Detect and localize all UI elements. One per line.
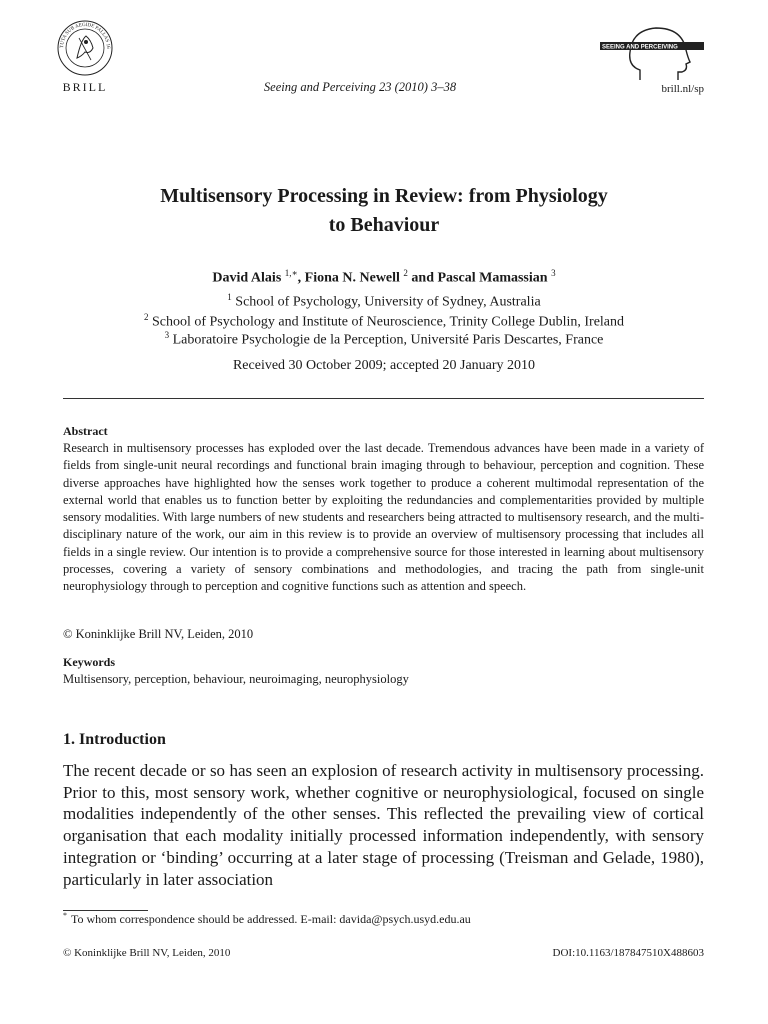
author-name: Pascal Mamassian bbox=[437, 270, 548, 286]
footer-copyright: © Koninklijke Brill NV, Leiden, 2010 bbox=[63, 947, 231, 959]
affiliation: $^2$ School of Psychology and Institute of Neuroscience, Trinity College Dublin, Ireland bbox=[143, 312, 625, 330]
paper-title bbox=[60, 182, 708, 240]
head-profile-icon bbox=[600, 22, 710, 82]
section-heading-introduction: 1. Introduction bbox=[63, 731, 166, 748]
introduction-text: The recent decade or so has seen an explosion of research activity in multisensory processing. Prior to this, most sensory work, whether cognitive or neurophysiological, focused on single modalities independently of the other senses. This reflected the prevailing view of cortical organisation that each modality initially processed information independently, with sensory integration or ‘binding’ occurring at a later stage of processing (Treisman and Gelade, 1980), particularly in later association bbox=[63, 761, 704, 889]
title-line-2: to Behaviour bbox=[328, 214, 440, 236]
footnote-marker: * bbox=[63, 911, 67, 920]
affiliation: $^1$ School of Psychology, University of Sydney, Australia bbox=[227, 292, 541, 310]
author-name: Fiona N. Newell bbox=[304, 270, 400, 286]
footnote bbox=[63, 911, 471, 927]
journal-logo-text: SEEING AND PERCEIVING bbox=[602, 44, 678, 51]
title-line-1: Multisensory Processing in Review: from Physiology bbox=[160, 185, 608, 207]
seal-text: TUTA SUB AEGIDE PALLAS 16 bbox=[59, 22, 111, 49]
abstract-copyright: © Koninklijke Brill NV, Leiden, 2010 bbox=[63, 627, 254, 641]
journal-logo bbox=[600, 22, 710, 82]
journal-citation: Seeing and Perceiving 23 (2010) 3–38 bbox=[263, 80, 457, 94]
abstract-heading: Abstract bbox=[63, 424, 108, 438]
author-affiliation-mark: 2 bbox=[403, 268, 408, 278]
journal-url[interactable]: brill.nl/sp bbox=[661, 83, 704, 95]
author-affiliation-mark: 3 bbox=[551, 268, 556, 278]
author-list: David Alais $^{1,∗}$, Fiona N. Newell $^2$ and Pascal Mamassian $^3$ bbox=[212, 268, 556, 286]
author-affiliation-mark: 1,∗ bbox=[284, 268, 298, 278]
footer-doi[interactable]: DOI:10.1163/187847510X488603 bbox=[552, 947, 704, 959]
keywords-heading: Keywords bbox=[63, 655, 115, 669]
abstract-body: Research in multisensory processes has exploded over the last decade. Tremendous advances have been made in a variety of fields from single-unit neural recordings and functional brain imaging through to behaviour, perception and cognition. These diverse approaches have highlighted how the senses work together to produce a coherent multimodal representation of the external world that enables us to function better by exploiting the redundancies and complementarities provided by multiple sensory modalities. With large numbers of new students and researchers being attracted to multisensory research, and the multi-disciplinary nature of the work, our aim in this review is to provide an overview of multisensory processing that includes all fields in a single review. Our intention is to provide a comprehensive source for those interested in learning about multisensory processes, covering a variety of sensory combinations and methodologies, and tracing the path from single-unit neurophysiology through to perception and cognitive functions such as attention and speech. bbox=[63, 441, 704, 594]
divider bbox=[63, 398, 704, 399]
publisher-name: BRILL bbox=[62, 80, 108, 94]
brill-seal-icon bbox=[55, 18, 115, 78]
affiliation: $^3$ Laboratoire Psychologie de la Perception, Université Paris Descartes, France bbox=[164, 330, 604, 348]
brill-logo bbox=[50, 18, 120, 95]
received-dates: Received 30 October 2009; accepted 20 January 2010 bbox=[232, 358, 536, 373]
author-name: David Alais bbox=[212, 270, 282, 286]
keywords-list: Multisensory, perception, behaviour, neuroimaging, neurophysiology bbox=[63, 672, 409, 686]
footnote-text: To whom correspondence should be addressed. E-mail: davida@psych.usyd.edu.au bbox=[71, 912, 471, 926]
